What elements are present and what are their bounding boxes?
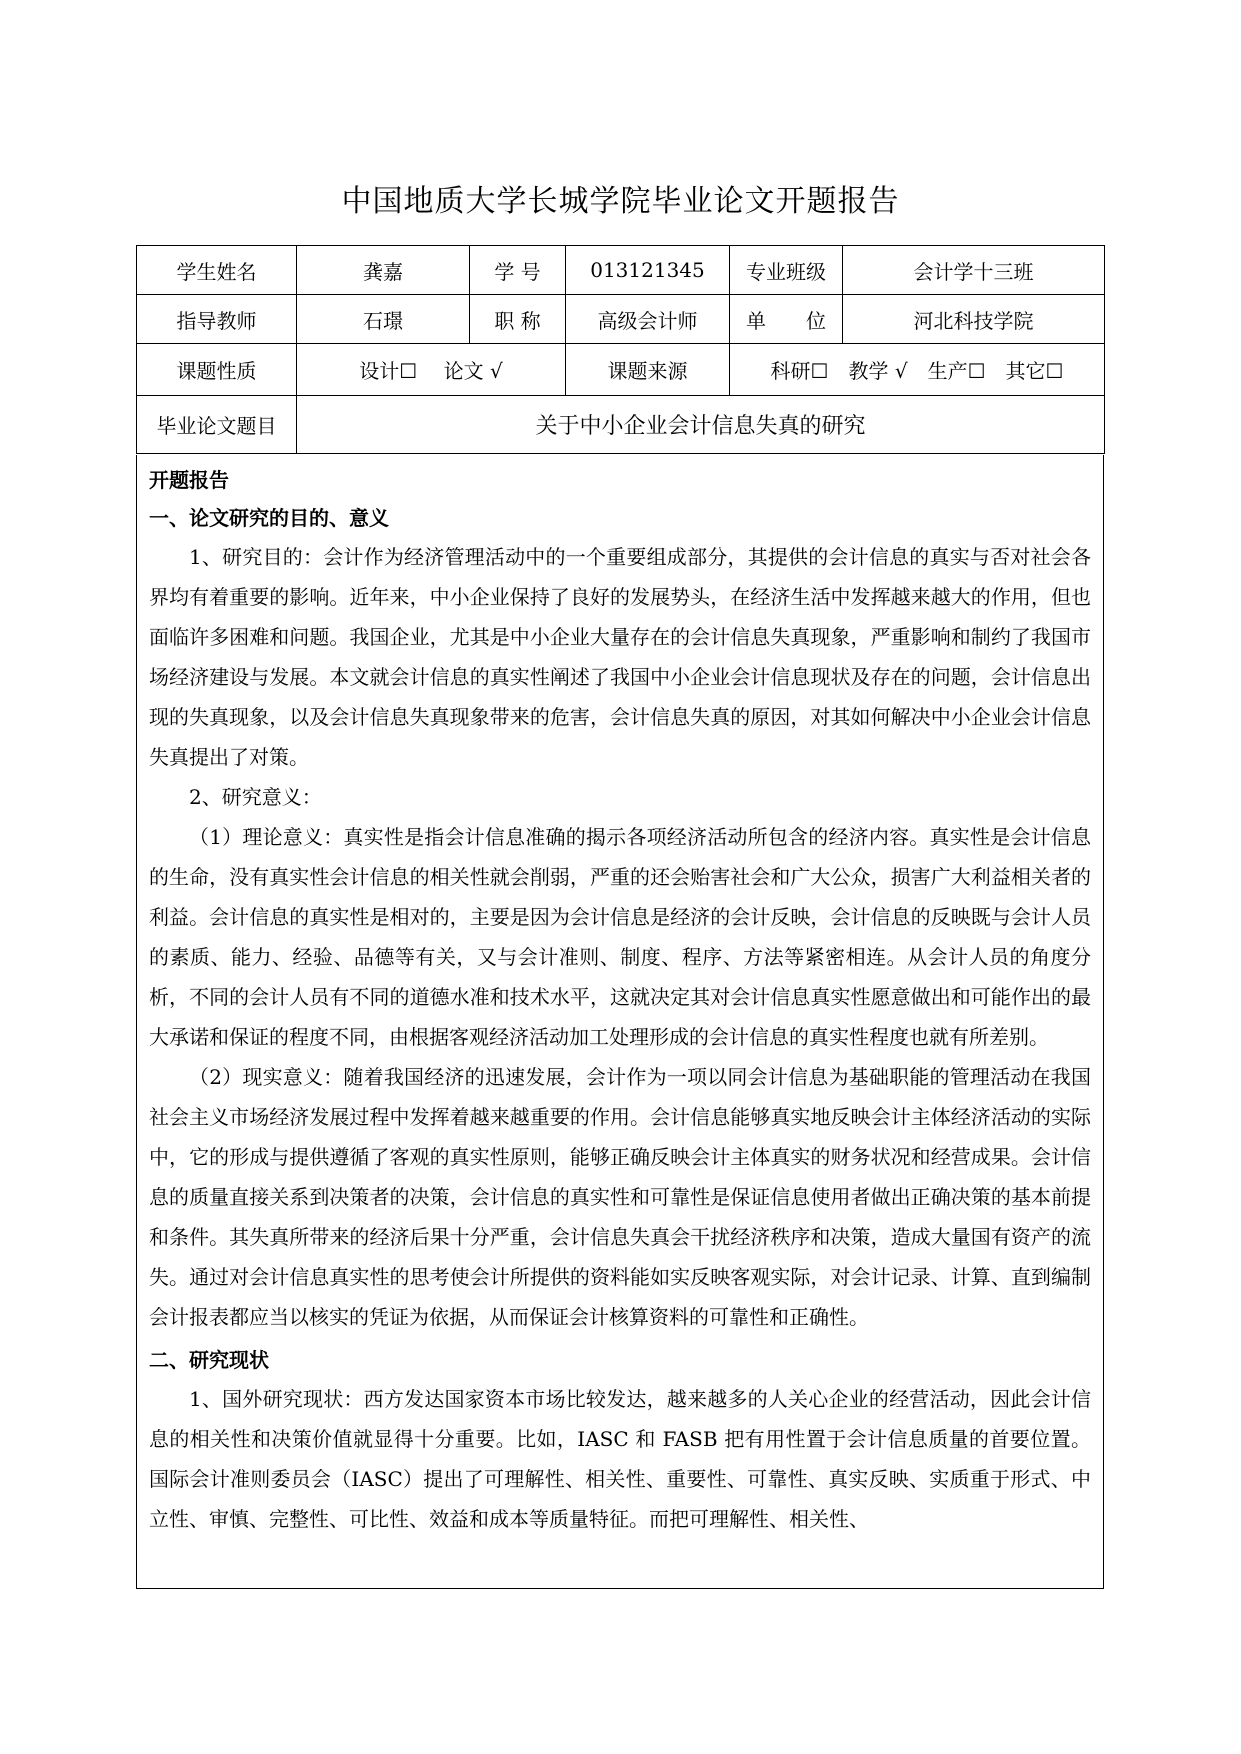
info-row-nature	[137, 344, 1105, 396]
unit-value: 河北科技学院	[843, 295, 1105, 344]
source-label: 课题来源	[566, 344, 730, 396]
class-label: 专业班级	[730, 246, 843, 295]
student-name-label: 学生姓名	[137, 246, 297, 295]
section-2-title: 二、研究现状	[149, 1348, 269, 1372]
document-title: 中国地质大学长城学院毕业论文开题报告	[341, 184, 900, 219]
nature-value: 设计☐ 论文 √	[297, 344, 566, 396]
class-value: 会计学十三班	[843, 246, 1105, 295]
unit-label: 单 位	[730, 295, 843, 344]
paragraph-research-purpose: 1、研究目的：会计作为经济管理活动中的一个重要组成部分，其提供的会计信息的真实与否对社会各界均有着重要的影响。近年来，中小企业保持了良好的发展势头，在经济生活中发挥越来越大的作用，但也面临许多困难和问题。我国企业，尤其是中小企业大量存在的会计信息失真现象，严重影响和制约了我国市场经济建设与发展。本文就会计信息的真实性阐述了我国中小企业会计信息现状及存在的问题，会计信息出现的失真现象，以及会计信息失真现象带来的危害，会计信息失真的原因，对其如何解决中小企业会计信息失真提出了对策。	[149, 545, 1091, 769]
report-heading: 开题报告	[149, 468, 229, 492]
info-table	[136, 245, 1105, 454]
student-name-value: 龚嘉	[297, 246, 470, 295]
student-id-label: 学 号	[470, 246, 566, 295]
paragraph-theoretical-significance: （1）理论意义：真实性是指会计信息准确的揭示各项经济活动所包含的经济内容。真实性是会计信息的生命，没有真实性会计信息的相关性就会削弱，严重的还会贻害社会和广大公众，损害广大利益相关者的利益。会计信息的真实性是相对的，主要是因为会计信息是经济的会计反映，会计信息的反映既与会计人员的素质、能力、经验、品德等有关，又与会计准则、制度、程序、方法等紧密相连。从会计人员的角度分析，不同的会计人员有不同的道德水准和技术水平，这就决定其对会计信息真实性愿意做出和可能作出的最大承诺和保证的程度不同，由根据客观经济活动加工处理形成的会计信息的真实性程度也就有所差别。	[149, 825, 1091, 1049]
advisor-label: 指导教师	[137, 295, 297, 344]
topic-value: 关于中小企业会计信息失真的研究	[297, 396, 1105, 454]
topic-label: 毕业论文题目	[137, 396, 297, 454]
paragraph-practical-significance: （2）现实意义：随着我国经济的迅速发展，会计作为一项以同会计信息为基础职能的管理活动在我国社会主义市场经济发展过程中发挥着越来越重要的作用。会计信息能够真实地反映会计主体经济活动的实际中，它的形成与提供遵循了客观的真实性原则，能够正确反映会计主体真实的财务状况和经营成果。会计信息的质量直接关系到决策者的决策，会计信息的真实性和可靠性是保证信息使用者做出正确决策的基本前提和条件。其失真所带来的经济后果十分严重，会计信息失真会干扰经济秩序和决策，造成大量国有资产的流失。通过对会计信息真实性的思考使会计所提供的资料能如实反映客观实际，对会计记录、计算、直到编制会计报表都应当以核实的凭证为依据，从而保证会计核算资料的可靠性和正确性。	[149, 1065, 1091, 1329]
info-row-student	[137, 246, 1105, 295]
advisor-value: 石璟	[297, 295, 470, 344]
report-body	[136, 455, 1104, 1589]
section-1-title: 一、论文研究的目的、意义	[149, 506, 389, 530]
student-id-value: 013121345	[566, 246, 730, 295]
nature-label: 课题性质	[137, 344, 297, 396]
paragraph-research-significance: 2、研究意义：	[189, 785, 322, 809]
source-value: 科研☐ 教学 √ 生产☐ 其它☐	[730, 344, 1105, 396]
rank-label: 职 称	[470, 295, 566, 344]
info-row-advisor	[137, 295, 1105, 344]
info-row-topic	[137, 396, 1105, 454]
rank-value: 高级会计师	[566, 295, 730, 344]
paragraph-foreign-research: 1、国外研究现状：西方发达国家资本市场比较发达，越来越多的人关心企业的经营活动，因此会计信息的相关性和决策价值就显得十分重要。比如，IASC 和 FASB 把有用性置于会计信息质量的首要位置。国际会计准则委员会（IASC）提出了可理解性、相关性、重要性、可靠性、真实反映、实质重于形式、中立性、审慎、完整性、可比性、效益和成本等质量特征。而把可理解性、相关性、	[149, 1387, 1091, 1531]
